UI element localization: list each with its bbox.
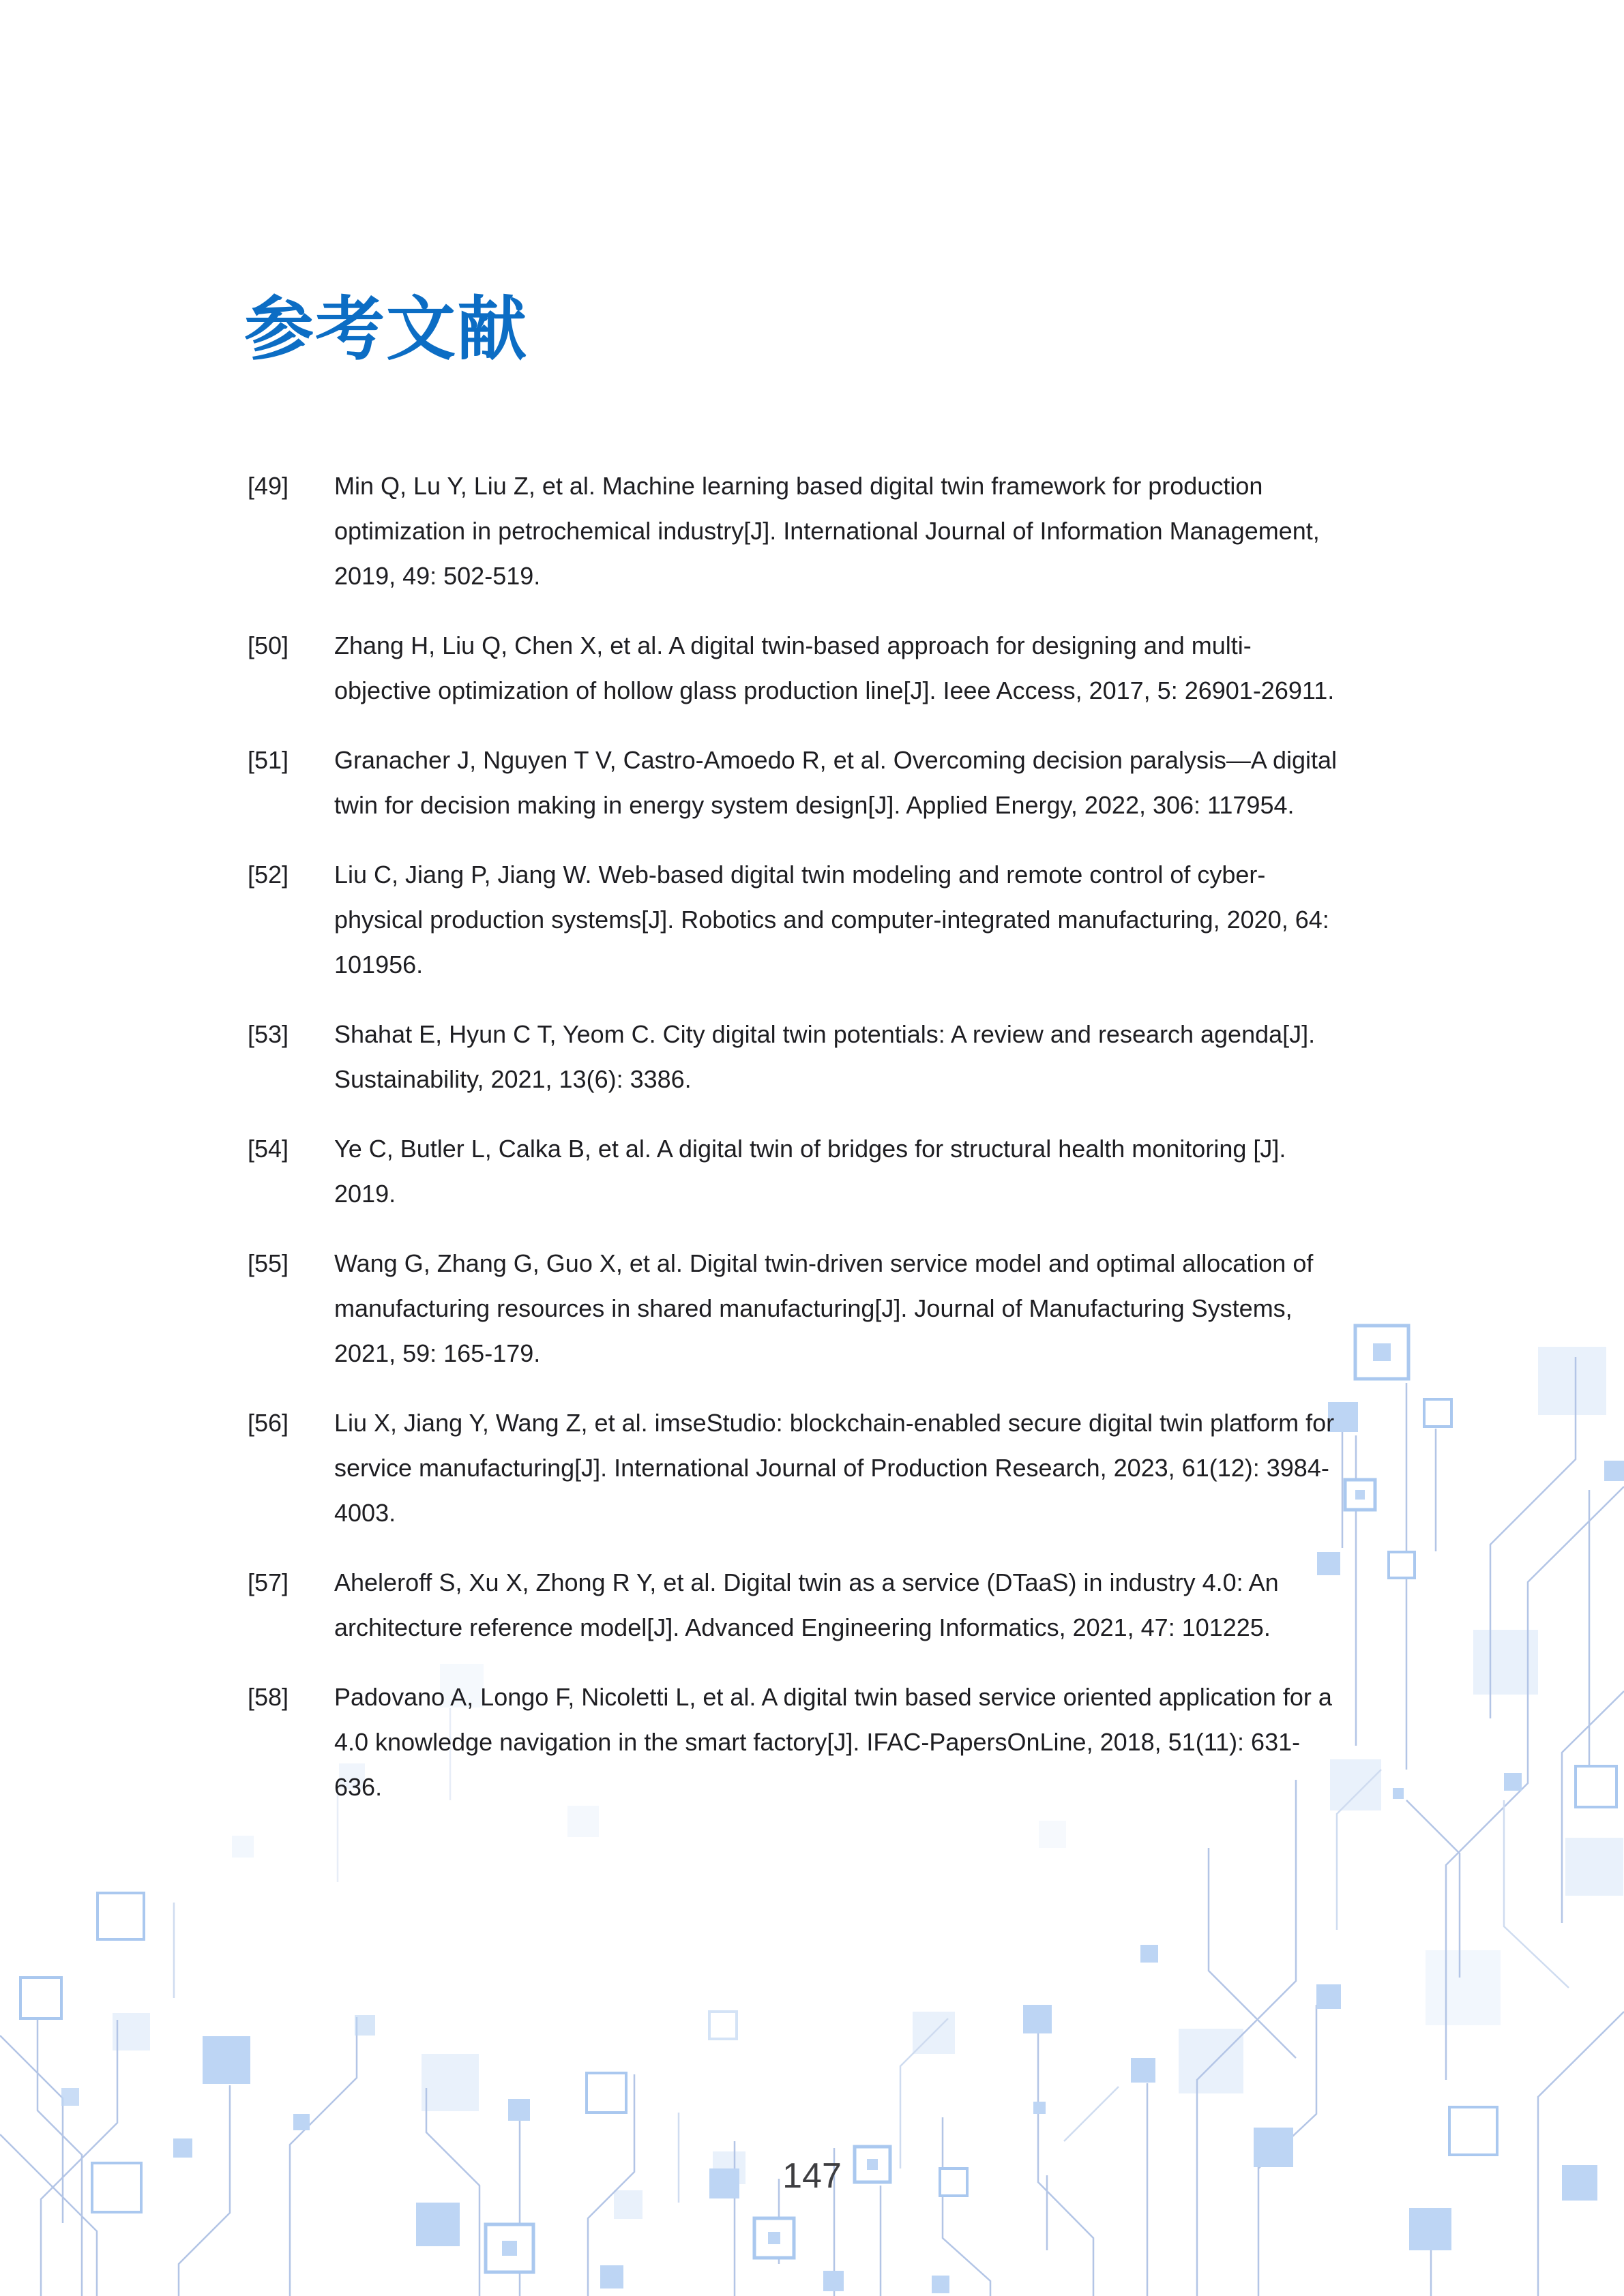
reference-number: [54]	[248, 1135, 289, 1163]
reference-list	[248, 464, 1366, 1834]
reference-text: Ye C, Butler L, Calka B, et al. A digital twin of bridges for structural health monitoring [J]. 2019.	[334, 1135, 1286, 1208]
reference-text: Liu X, Jiang Y, Wang Z, et al. imseStudio: blockchain-enabled secure digital twin platform for service manufacturing[J]. International Journal of Production Research, 2023, 61(12): 3984-4003.	[334, 1409, 1335, 1527]
title-divider	[242, 407, 1380, 409]
reference-item	[248, 1675, 1366, 1810]
reference-text: Padovano A, Longo F, Nicoletti L, et al. A digital twin based service oriented application for a 4.0 knowledge navigation in the smart factory[J]. IFAC-PapersOnLine, 2018, 51(11): 631-636.	[334, 1683, 1332, 1801]
reference-item	[248, 738, 1366, 828]
reference-item	[248, 1127, 1366, 1217]
page-number: 147	[782, 2156, 842, 2196]
reference-item	[248, 1560, 1366, 1650]
reference-number: [51]	[248, 746, 289, 774]
reference-text: Zhang H, Liu Q, Chen X, et al. A digital twin-based approach for designing and multi-objective optimization of hollow glass production line[J]. Ieee Access, 2017, 5: 26901-26911.	[334, 631, 1335, 704]
reference-item	[248, 623, 1366, 713]
reference-text: Liu C, Jiang P, Jiang W. Web-based digital twin modeling and remote control of cyber-physical production systems[J]. Robotics and computer-integrated manufacturing, 2020, 64: 101956.	[334, 861, 1329, 979]
reference-text: Granacher J, Nguyen T V, Castro-Amoedo R, et al. Overcoming decision paralysis—A digital twin for decision making in energy system design[J]. Applied Energy, 2022, 306: 117954.	[334, 746, 1338, 819]
reference-number: [55]	[248, 1249, 289, 1277]
reference-number: [52]	[248, 861, 289, 889]
reference-number: [56]	[248, 1409, 289, 1437]
reference-number: [49]	[248, 472, 289, 500]
reference-number: [58]	[248, 1683, 289, 1711]
reference-text: Wang G, Zhang G, Guo X, et al. Digital twin-driven service model and optimal allocation of manufacturing resources in shared manufacturing[J]. Journal of Manufacturing Systems, 2021, 59: 165-179.	[334, 1249, 1314, 1367]
reference-item	[248, 852, 1366, 987]
reference-text: Aheleroff S, Xu X, Zhong R Y, et al. Digital twin as a service (DTaaS) in industry 4.0: An architecture reference model[J]. Advanced Engineering Informatics, 2021, 47: 101225.	[334, 1568, 1279, 1641]
reference-text: Min Q, Lu Y, Liu Z, et al. Machine learning based digital twin framework for production optimization in petrochemical industry[J]. International Journal of Information Management, 2019, 49: 502-519.	[334, 472, 1320, 590]
reference-number: [50]	[248, 631, 289, 659]
reference-item	[248, 1401, 1366, 1536]
reference-item	[248, 1012, 1366, 1102]
reference-number: [57]	[248, 1568, 289, 1596]
reference-number: [53]	[248, 1020, 289, 1048]
reference-item	[248, 464, 1366, 599]
reference-item	[248, 1241, 1366, 1376]
page-title: 参考文献	[244, 290, 528, 368]
reference-text: Shahat E, Hyun C T, Yeom C. City digital twin potentials: A review and research agenda[J]. Sustainability, 2021, 13(6): 3386.	[334, 1020, 1316, 1093]
